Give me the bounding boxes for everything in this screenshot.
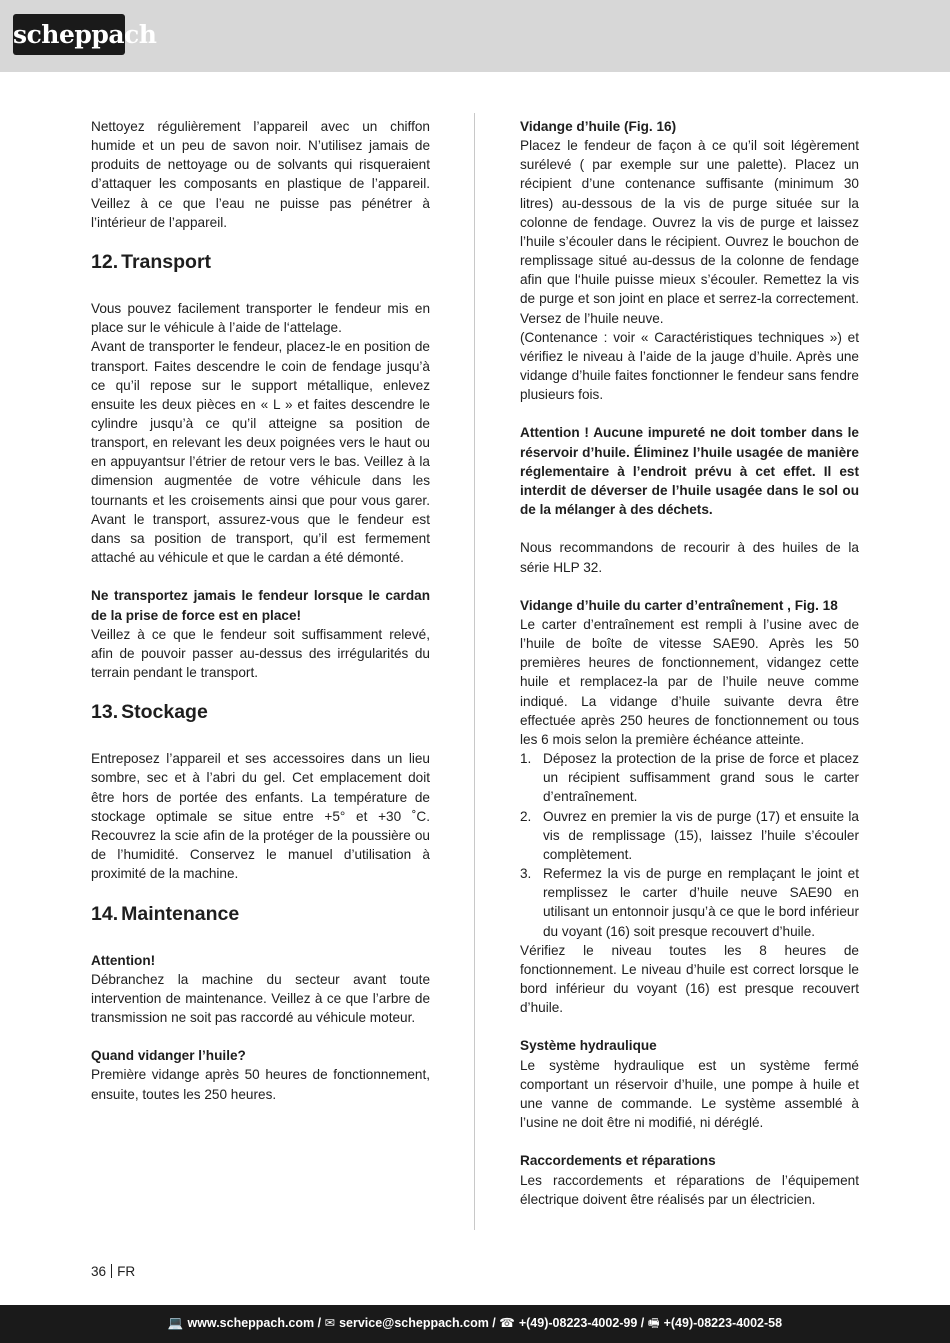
envelope-icon: ✉ bbox=[324, 1316, 336, 1330]
footer-email: service@scheppach.com / bbox=[339, 1316, 496, 1330]
list-item: 3. Refermez la vis de purge en remplaçant le joint et remplissez le carter d’huile neuve SAE90 en utilisant un entonnoir jusqu’à ce que le bord inférieur du voyant (16) soit presque recouvert d’huile. bbox=[520, 866, 859, 939]
section-heading-stockage: 13. Stockage bbox=[91, 701, 208, 724]
carter-paragraph-1: Le carter d’entraînement est rempli à l’usine avec de l’huile de boîte de vitesse SAE90. Après les 50 premières heures de fonctionnement, vidangez cette huile et remplacez-la par de l’huile neuve comme indiqué. La vidange d’huile suivante devra être effectuée après 250 heures de fonctionnement ou tous les 6 mois selon la première échéance atteinte. bbox=[520, 617, 859, 747]
fax-icon: 🖷 bbox=[647, 1316, 660, 1330]
footer-phone: +(49)-08223-4002-99 / bbox=[518, 1316, 645, 1330]
footer-website: www.scheppach.com / bbox=[187, 1316, 322, 1330]
vidange-title: Vidange d’huile (Fig. 16) bbox=[520, 119, 677, 134]
list-item: 2. Ouvrez en premier la vis de purge (17) et ensuite la vis de remplissage (15), laissez l’huile s’écouler complètement. bbox=[520, 808, 859, 862]
transport-paragraph-1: Vous pouvez facilement transporter le fendeur mis en place sur le véhicule à l’aide de l‘attelage. bbox=[91, 301, 430, 336]
left-column bbox=[91, 117, 430, 1123]
cleaning-paragraph: Nettoyez régulièrement l’appareil avec un chiffon humide et un peu de savon noir. N’utilisez jamais de produits de nettoyage ou de solvants qui risqueraient d’attaquer les composants en plastique de l’appareil. Veillez à ce que l’eau ne puisse pas pénétrer à l’intérieur de l’appareil. bbox=[91, 119, 430, 230]
page-header bbox=[0, 0, 950, 72]
carter-paragraph-2: Vérifiez le niveau toutes les 8 heures de fonctionnement. Le niveau d’huile est correct lorsque le bord inférieur du voyant (16) est presque recouvert d’huile. bbox=[520, 942, 859, 1016]
raccordements-title: Raccordements et réparations bbox=[520, 1153, 716, 1169]
transport-paragraph-2: Avant de transporter le fendeur, placez-le en position de transport. Faites descendre le coin de fendage jusqu’à ce qu’il repose sur le support métallique, enlevez ensuite les deux pièces en « L » et faites descendre le cylindre jusqu’à ce qu’il atteigne sa position de transport, en relevant les deux poignées vers le haut ou en appuyantsur l’étrier de retour vers le bas. Veillez à la dimension augmentée de votre véhicule dans les tournants et les croisements ainsi que pour vous garer. Avant le transport, assurez-vous que le fendeur est dans sa position de transport, qu’il est fermement attaché au véhicule et que le cardan a été démonté. bbox=[91, 339, 430, 566]
vidange-warning: Attention ! Aucune impureté ne doit tomber dans le réservoir d’huile. Éliminez l’huile usagée de manière réglementaire à l’endroit prévu à cet effet. Il est interdit de déverser de l’huile usagée dans le sol ou de la mélanger à des déchets. bbox=[520, 425, 859, 518]
carter-steps-list bbox=[520, 749, 859, 941]
raccordements-paragraph: Les raccordements et réparations de l’équipement électrique doivent être réalisés par un électricien. bbox=[520, 1172, 859, 1207]
right-column bbox=[520, 117, 859, 1228]
transport-paragraph-3: Veillez à ce que le fendeur soit suffisamment relevé, afin de pouvoir passer au-dessus des irrégularités du terrain pendant le transport. bbox=[91, 626, 430, 681]
vidange-paragraph-2: (Contenance : voir « Caractéristiques techniques ») et vérifiez le niveau à l’aide de la jauge d’huile. Après une vidange d’huile faites fonctionner le fendeur sans fendre plusieurs fois. bbox=[520, 329, 859, 403]
section-heading-maintenance: 14. Maintenance bbox=[91, 902, 240, 925]
footer-fax: +(49)-08223-4002-58 bbox=[663, 1316, 783, 1330]
section-heading-transport: 12. Transport bbox=[91, 251, 212, 274]
scheppach-logo: scheppach bbox=[13, 14, 125, 55]
hydraulique-title: Système hydraulique bbox=[520, 1038, 657, 1054]
page-number: 36 FR bbox=[91, 1264, 136, 1279]
maintenance-attention-text: Débranchez la machine du secteur avant toute intervention de maintenance. Veillez à ce que l’arbre de transmission ne soit pas raccordé au véhicule moteur. bbox=[91, 971, 430, 1026]
transport-warning: Ne transportez jamais le fendeur lorsque le cardan de la prise de force est en place! bbox=[91, 588, 430, 623]
oil-change-question: Quand vidanger l’huile? bbox=[91, 1048, 246, 1064]
page-footer bbox=[0, 1305, 950, 1343]
vidange-paragraph-1: Placez le fendeur de façon à ce qu’il soit légèrement surélevé ( par exemple sur une palette). Placez un récipient d’une contenance suffisante (minimum 30 litres) au-dessous de la vis de purge située sur la colonne de fendage. Ouvrez la vis de purge et laissez l’huile s’écouler dans le récipient. Ouvrez le bouchon de remplissage situé au-dessus de la colonne de fendage afin que l‘huile puisse mieux s’écouler. Remettez la vis de purge et son joint en place et serrez-la correctement. Versez de l’huile neuve. bbox=[520, 138, 859, 326]
stockage-paragraph: Entreposez l’appareil et ses accessoires dans un lieu sombre, sec et à l’abri du gel. Cet emplacement doit être hors de portée des enfants. La température de stockage optimale se situe entre +5° et +30 ˚C. Recouvrez la scie afin de la protéger de la poussière ou de l’humidité. Conservez le manuel d’utilisation à proximité de la machine. bbox=[91, 751, 430, 882]
carter-title: Vidange d’huile du carter d’entraînement , Fig. 18 bbox=[520, 597, 838, 613]
telephone-icon: ☎ bbox=[499, 1316, 515, 1330]
maintenance-attention-label: Attention! bbox=[91, 952, 156, 968]
computer-icon: 💻 bbox=[167, 1316, 184, 1330]
oil-recommendation: Nous recommandons de recourir à des huiles de la série HLP 32. bbox=[520, 540, 859, 575]
column-divider bbox=[474, 113, 475, 1230]
hydraulique-paragraph: Le système hydraulique est un système fermé comportant un réservoir d’huile, une pompe à huile et une vanne de commande. Le système assemblé à l’usine ne doit être ni modifié, ni déréglé. bbox=[520, 1057, 859, 1131]
list-item: 1. Déposez la protection de la prise de force et placez un récipient suffisamment grand sous le carter d’entraînement. bbox=[520, 751, 859, 805]
oil-change-answer: Première vidange après 50 heures de fonctionnement, ensuite, toutes les 250 heures. bbox=[91, 1067, 430, 1102]
